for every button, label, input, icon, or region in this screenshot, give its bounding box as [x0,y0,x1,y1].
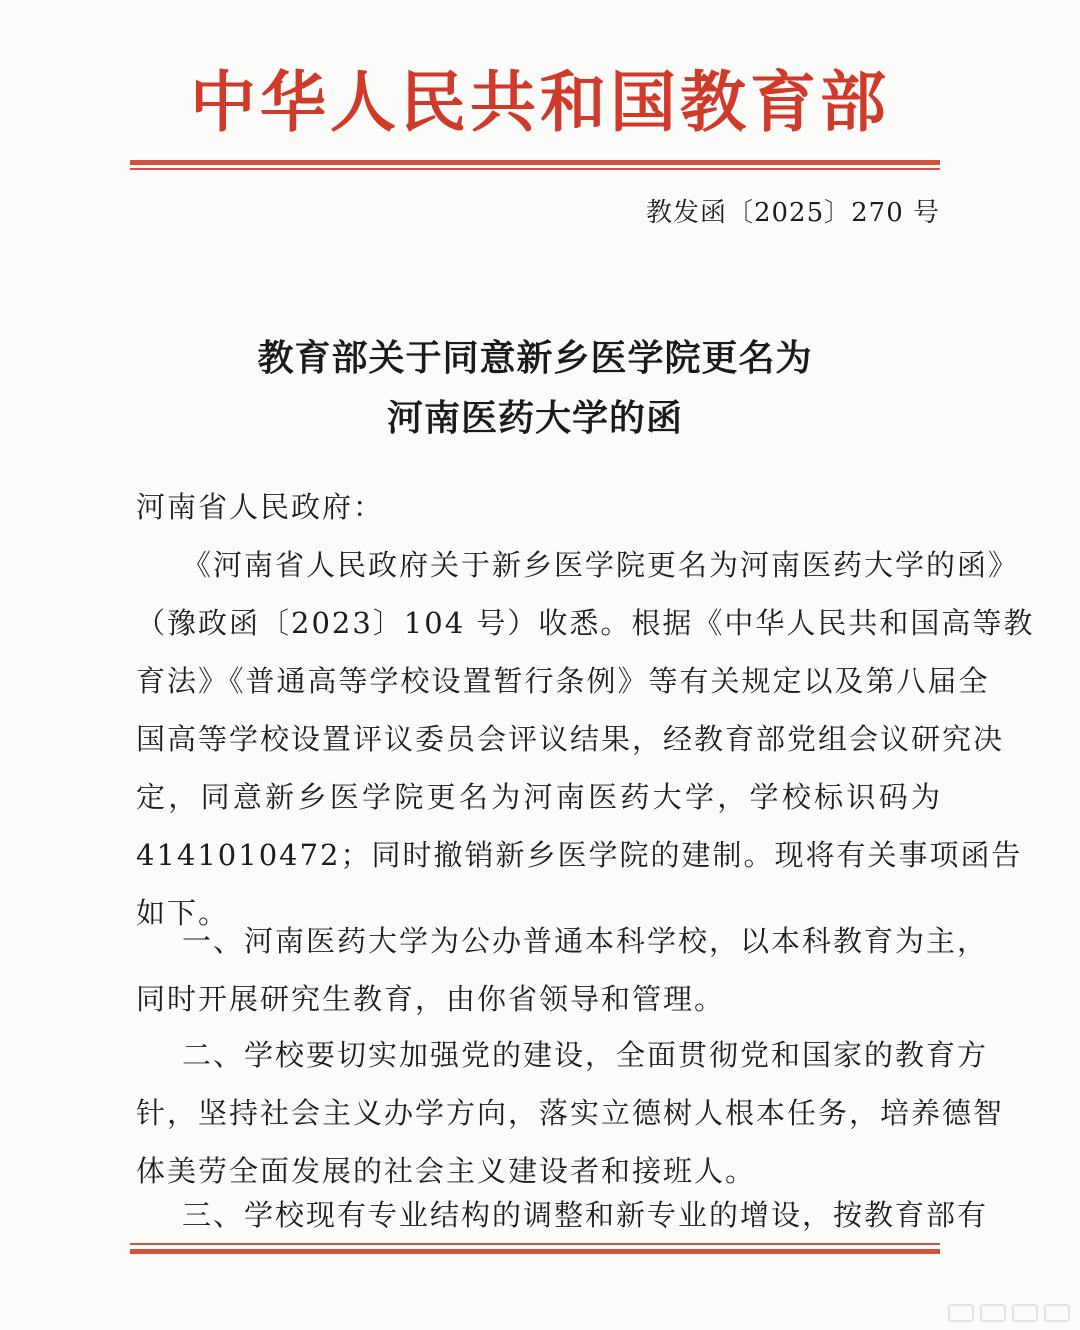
paragraph-line: 针，坚持社会主义办学方向，落实立德树人根本任务，培养德智 [136,1096,1005,1130]
document-title-line-1: 教育部关于同意新乡医学院更名为 [257,337,813,379]
salutation [136,478,942,536]
document-number: 教发函〔2025〕270 号 [645,198,940,228]
paragraph-2 [136,912,989,1028]
paragraph-line: 一、河南医药大学为公办普通本科学校，以本科教育为主， [182,924,989,958]
paragraph-line: 同时开展研究生教育，由你省领导和管理。 [136,982,726,1016]
issuer-header: 中华人民共和国教育部 [190,63,890,141]
watermark-icon [948,1304,1070,1322]
paragraph-4 [136,1186,989,1244]
paragraph-line: 体美劳全面发展的社会主义建设者和接班人。 [136,1154,757,1188]
document-title-line-2: 河南医药大学的函 [386,397,683,439]
paragraph-line: 如下。 [136,896,230,930]
header-rule-thick [130,160,940,165]
salutation-text: 河南省人民政府： [136,490,385,524]
paragraph-line: 国高等学校设置评议委员会评议结果，经教育部党组会议研究决 [136,722,1005,756]
paragraph-line: （豫政函〔2023〕104 号）收悉。根据《中华人民共和国高等教 [136,606,1035,640]
footer-rule-thin [130,1243,940,1245]
paragraph-line: 定，同意新乡医学院更名为河南医药大学，学校标识码为 [136,780,942,814]
paragraph-line: 4141010472；同时撤销新乡医学院的建制。现将有关事项函告 [136,838,1023,872]
paragraph-line: 三、学校现有专业结构的调整和新专业的增设，按教育部有 [182,1198,989,1232]
paragraph-3 [136,1026,1005,1200]
paragraph-line: 育法》《普通高等学校设置暂行条例》等有关规定以及第八届全 [136,664,990,698]
footer-rule-thick [130,1249,940,1254]
paragraph-line: 《河南省人民政府关于新乡医学院更名为河南医药大学的函》 [182,548,1020,582]
header-rule-thin [130,168,940,170]
paragraph-line: 二、学校要切实加强党的建设，全面贯彻党和国家的教育方 [182,1038,989,1072]
